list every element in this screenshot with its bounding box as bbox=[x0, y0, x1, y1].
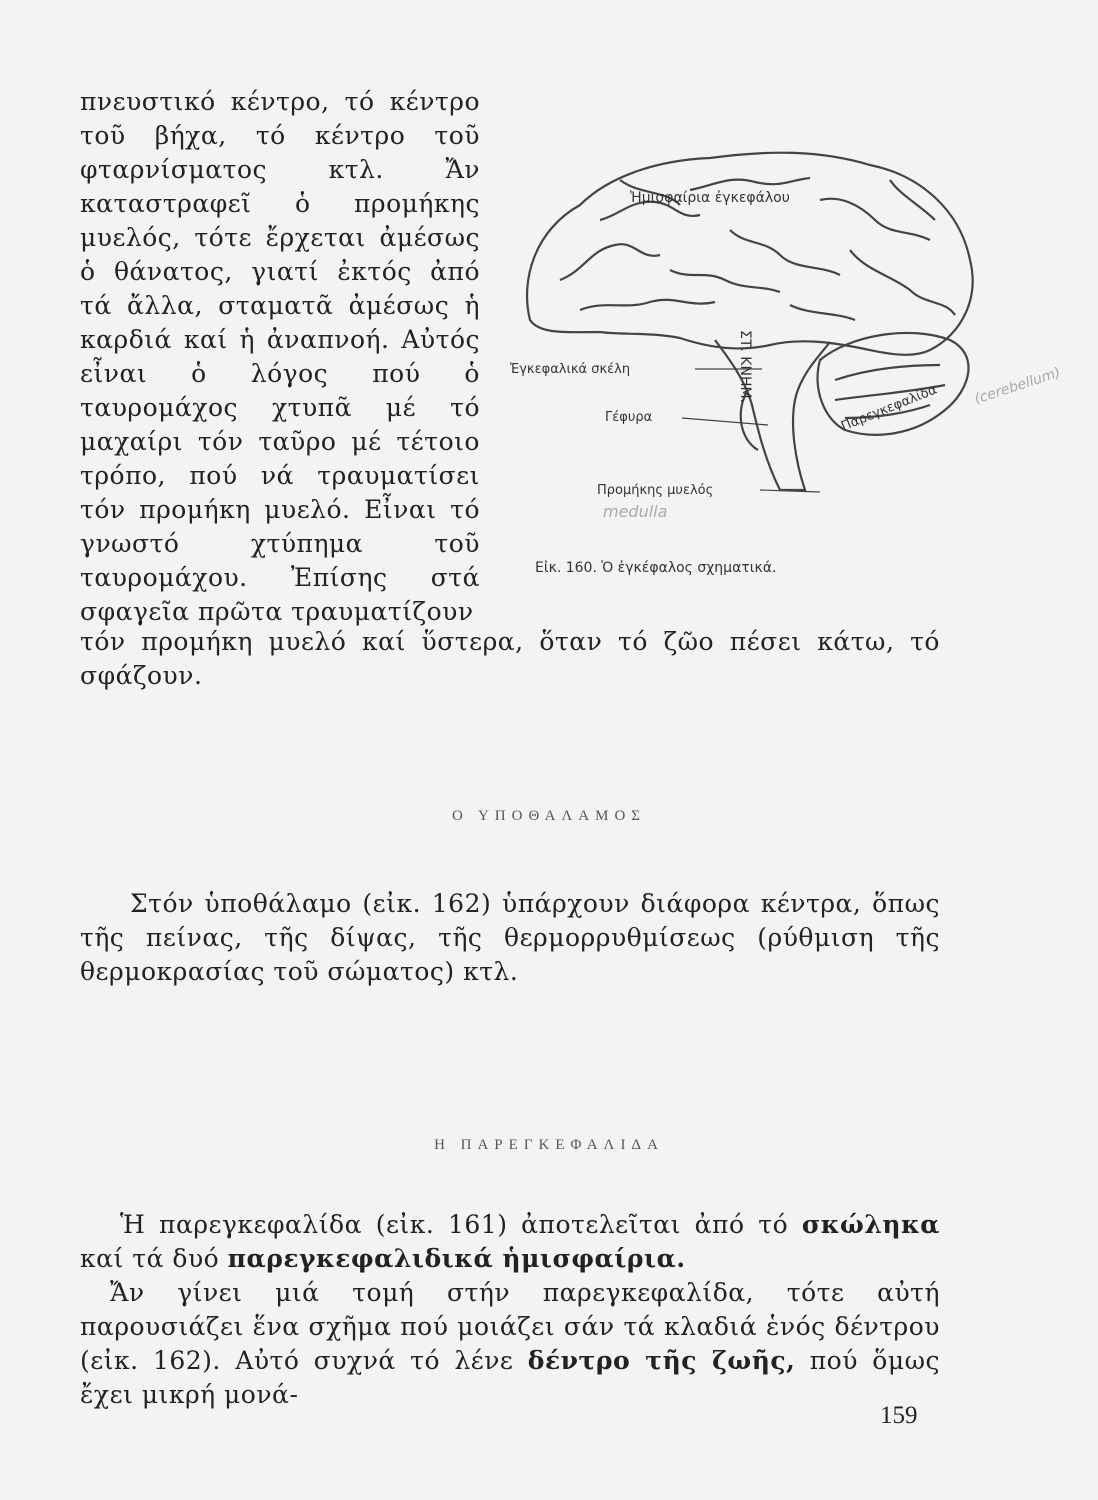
brain-figure bbox=[490, 120, 1063, 590]
text-run: καί τά δυό bbox=[80, 1244, 228, 1273]
handwritten-note-medulla: medulla bbox=[603, 502, 668, 521]
term-tree-of-life: δέντρο τῆς ζωῆς, bbox=[527, 1346, 796, 1375]
brainstem-outline bbox=[715, 340, 830, 490]
label-hemispheres: Ἡμισφαίρια ἐγκεφάλου bbox=[630, 190, 790, 206]
term-vermis: σκώληκα bbox=[801, 1210, 940, 1239]
text-run: Ἡ παρεγκεφαλίδα (εἰκ. 161) ἀποτελεῖται ἀπό τό bbox=[120, 1210, 802, 1239]
label-pons: Γέφυρα bbox=[605, 410, 653, 425]
label-medulla: Προμήκης μυελός bbox=[597, 483, 714, 498]
text-run: Ἄν γίνει μιά τομή στήν παρεγκεφαλίδα, τότε αὐτή παρουσιάζει ἕνα σχῆμα πού μοιάζει σάν τά κλαδιά ἑνός δέντρου (εἰκ. 162). Αὐτό συχνά τό λένε bbox=[80, 1278, 940, 1375]
term-cerebellar-hemispheres: παρεγκεφαλιδικά ἡμισφαίρια. bbox=[227, 1244, 686, 1273]
paragraph-hypothalamus: Στόν ὑποθάλαμο (εἰκ. 162) ὑπάρχουν διάφορα κέντρα, ὅπως τῆς πείνας, τῆς δίψας, τῆς θερμορρυθμίσεως (ρύθμιση τῆς θερμοκρασίας τοῦ σώματος) κτλ. bbox=[80, 889, 940, 986]
paragraph-brainstem: πνευστικό κέντρο, τό κέντρο τοῦ βήχα, τό κέντρο τοῦ φταρνίσματος κτλ. Ἄν καταστραφεῖ ὁ προμήκης μυελός, τότε ἔρχεται ἀμέσως ὁ θάνατος, γιατί ἐκτός ἀπό τά ἄλλα, σταματᾶ ἀμέσως ἡ καρδιά καί ἡ ἀναπνοή. Αὐτός εἶναι ὁ λόγος πού ὁ ταυρομάχος χτυπᾶ μέ τό μαχαίρι τόν ταῦρο μέ τέτοιο τρόπο, πού νά τραυματίσει τόν προμήκη μυελό. Εἶναι τό γνωστό χτύπημα τοῦ ταυρομάχου. Ἐπίσης στά σφαγεῖα πρῶτα τραυματίζουν bbox=[80, 87, 480, 626]
heading-hypothalamus: Ο ΥΠΟΘΑΛΑΜΟΣ bbox=[451, 808, 647, 824]
label-midbrain: ΣΤ. ΚΝΗΜ. bbox=[737, 330, 753, 404]
label-cerebral-peduncles: Ἐγκεφαλικά σκέλη bbox=[510, 362, 631, 377]
text-run: πού ὅμως ἔχει μικρή μονά- bbox=[80, 1346, 940, 1409]
paragraph-tree-of-life bbox=[80, 1276, 940, 1412]
paragraph-brainstem-continued: τόν προμήκη μυελό καί ὕστερα, ὅταν τό ζῶο πέσει κάτω, τό σφάζουν. bbox=[80, 627, 940, 690]
paragraph-cerebellum-structure bbox=[80, 1208, 940, 1276]
label-cerebellum: Παρεγκεφαλίδα bbox=[839, 382, 940, 435]
handwritten-note-cerebellum: (cerebellum) bbox=[972, 364, 1063, 408]
heading-cerebellum: Η ΠΑΡΕΓΚΕΦΑΛΙΔΑ bbox=[434, 1137, 664, 1153]
page-number: 159 bbox=[880, 1402, 918, 1429]
figure-caption: Εἰκ. 160. Ὁ ἐγκέφαλος σχηματικά. bbox=[535, 560, 777, 576]
